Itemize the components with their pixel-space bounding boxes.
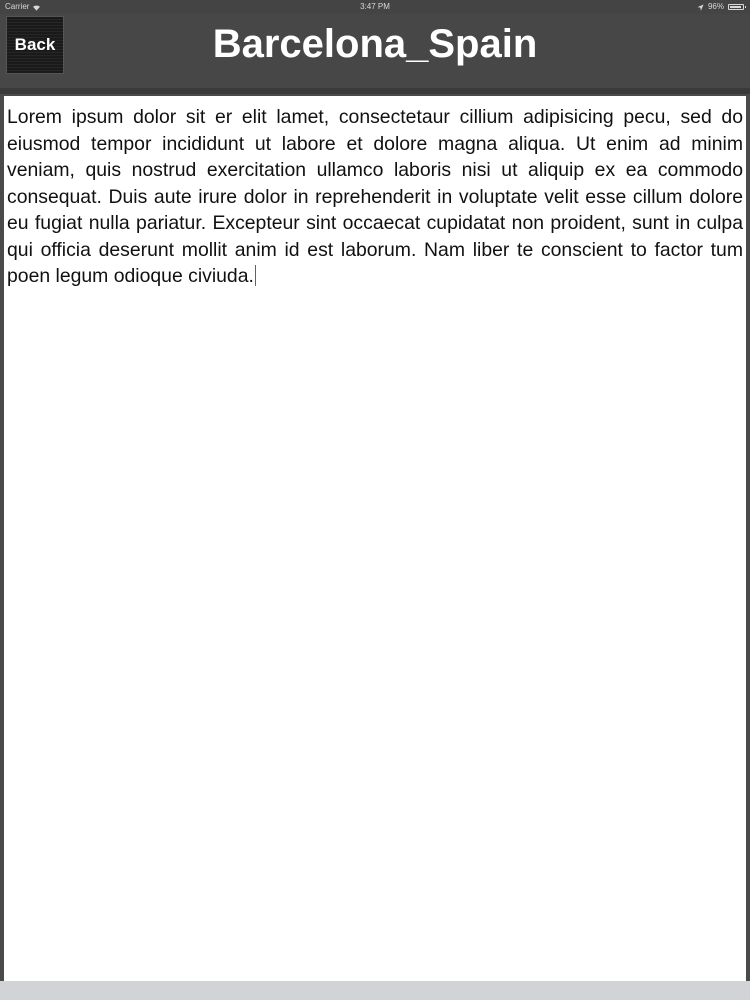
battery-percent: 96% [707, 2, 724, 11]
editor-body-text: Lorem ipsum dolor sit er elit lamet, consectetaur cillium adipisicing pecu, sed do eiusmod tempor incididunt ut labore et dolore magna aliqua. Ut enim ad minim veniam, quis nostrud exercitation ullamco laboris nisi ut aliquip ex ea commodo consequat. Duis aute irure dolor in reprehenderit in voluptate velit esse cillum dolore eu fugiat nulla pariatur. Excepteur sint occaecat cupidatat non proident, sunt in culpa qui officia deserunt mollit anim id est laborum. Nam liber te conscient to factor tum poen legum odioque civiuda. [7, 106, 743, 287]
bottom-strip [0, 981, 750, 1000]
status-bar [0, 0, 750, 14]
text-editor[interactable] [4, 96, 746, 981]
nav-divider [0, 88, 750, 94]
editor-text[interactable] [7, 104, 743, 290]
back-button[interactable]: Back [6, 16, 64, 74]
location-icon [697, 4, 704, 11]
page-title: Barcelona_Spain [212, 22, 538, 66]
status-right-group [697, 0, 744, 14]
status-time: 3:47 PM [360, 2, 390, 11]
navigation-bar [0, 14, 750, 88]
battery-icon [728, 4, 744, 10]
text-cursor [255, 265, 257, 286]
carrier-label: Carrier [5, 2, 30, 11]
